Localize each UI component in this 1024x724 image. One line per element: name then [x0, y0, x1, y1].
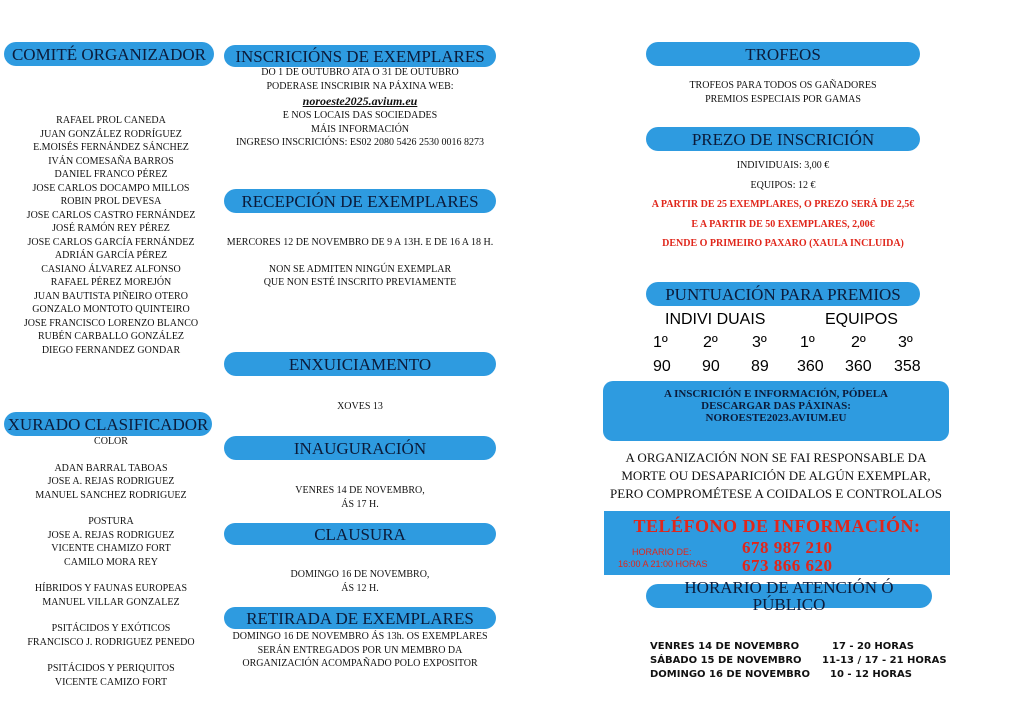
- telefono-title: TELÉFONO DE INFORMACIÓN:: [633, 516, 921, 536]
- xurado-list: [4, 435, 218, 689]
- prezo-title: PREZO DE INSCRICIÓN: [691, 129, 875, 149]
- judge-name: CAMILO MORA REY: [64, 556, 158, 568]
- atencion-hours: 10 - 12 HORAS: [830, 669, 912, 680]
- member-name: ADRIÁN GARCÍA PÉREZ: [54, 250, 168, 261]
- judge-name: MANUEL SANCHEZ RODRIGUEZ: [35, 489, 187, 501]
- retirada-line: ORGANIZACIÓN ACOMPAÑADO POLO EXPOSITOR: [242, 658, 478, 669]
- prezo-individuais: INDIVIDUAIS: 3,00 €: [736, 160, 830, 171]
- judge-name: VICENTE CHAMIZO FORT: [51, 543, 171, 554]
- place-label: 2º: [703, 334, 718, 351]
- recepcion-header: [224, 189, 496, 213]
- place-label: 3º: [752, 334, 767, 351]
- inscricions-info: MÁIS INFORMACIÓN: [310, 123, 410, 135]
- member-name: IVÁN COMESAÑA BARROS: [48, 155, 174, 167]
- recepcion-title: RECEPCIÓN DE EXEMPLARES: [241, 191, 479, 211]
- score-value: 358: [894, 358, 921, 375]
- member-name: JOSÉ RAMÓN REY PÉREZ: [52, 223, 170, 234]
- clausura-body: [222, 568, 498, 595]
- score-value: 90: [702, 358, 720, 375]
- atencion-hours: 11-13 / 17 - 21 HORAS: [822, 655, 947, 666]
- judge-name: JOSE A. REJAS RODRIGUEZ: [47, 529, 175, 541]
- comite-members: [4, 114, 218, 357]
- retirada-line: SERÁN ENTREGADOS POR UN MEMBRO DA: [257, 644, 463, 656]
- recepcion-date: MERCORES 12 DE NOVEMBRO DE 9 A 13H. E DE 16 A 18 H.: [226, 237, 494, 248]
- inscricions-title: INSCRICIÓNS DE EXEMPLARES: [235, 46, 485, 66]
- clausura-date: DOMINGO 16 DE NOVEMBRO,: [290, 569, 430, 580]
- retirada-line: DOMINGO 16 DE NOVEMBRO ÁS 13h. OS EXEMPLARES: [232, 631, 488, 642]
- trofeos-title: TROFEOS: [745, 44, 821, 64]
- score-value: 360: [797, 358, 824, 375]
- member-name: GONZALO MONTOTO QUINTEIRO: [32, 304, 190, 315]
- atencion-hours: 17 - 20 HORAS: [832, 641, 914, 652]
- member-name: E.MOISÉS FERNÁNDEZ SÁNCHEZ: [33, 142, 189, 153]
- member-name: JOSE CARLOS GARCÍA FERNÁNDEZ: [27, 236, 195, 248]
- place-label: 3º: [898, 334, 913, 351]
- clausura-time: ÁS 12 H.: [341, 582, 379, 594]
- inauguracion-body: [222, 484, 498, 511]
- member-name: CASIANO ÁLVAREZ ALFONSO: [41, 263, 181, 275]
- score-value: 89: [751, 358, 769, 375]
- recepcion-body: [218, 236, 502, 290]
- judge-name: VICENTE CAMIZO FORT: [54, 676, 168, 688]
- phone-number[interactable]: 678 987 210: [742, 538, 833, 557]
- group-label: PSITÁCIDOS Y EXÓTICOS: [51, 623, 171, 634]
- inscricions-web-link[interactable]: noroeste2025.avium.eu: [302, 94, 418, 108]
- prezo-descuento-25: A PARTIR DE 25 EXEMPLARES, O PREZO SERÁ DE 2,5€: [651, 199, 915, 210]
- equipos-label: EQUIPOS: [825, 311, 898, 328]
- individuais-label: INDIVI DUAIS: [665, 311, 766, 328]
- aviso-body: [596, 449, 956, 503]
- horario-label: HORARIO DE:: [632, 547, 692, 557]
- clausura-title: CLAUSURA: [314, 524, 406, 544]
- inauguracion-title: INAUGURACIÓN: [293, 438, 427, 458]
- inscricions-locais: E NOS LOCAIS DAS SOCIEDADES: [282, 110, 438, 121]
- retirada-body: [218, 630, 502, 671]
- retirada-header: [224, 607, 496, 629]
- aviso-line: MORTE OU DESAPARICIÓN DE ALGÚN EXEMPLAR,: [621, 468, 931, 483]
- prezo-nota: DENDE O PRIMEIRO PAXARO (XAULA INCLUIDA): [662, 238, 904, 249]
- inscricions-web-intro: PODERASE INSCRIBIR NA PÁXINA WEB:: [266, 80, 454, 92]
- place-label: 1º: [800, 334, 815, 351]
- trofeos-line: PREMIOS ESPECIAIS POR GAMAS: [705, 93, 861, 105]
- aviso-line: A ORGANIZACIÓN NON SE FAI RESPONSABLE DA: [625, 450, 927, 465]
- judge-name: MANUEL VILLAR GONZALEZ: [42, 596, 180, 608]
- member-name: RUBÉN CARBALLO GONZÁLEZ: [37, 331, 185, 342]
- atencion-day: VENRES 14 DE NOVEMBRO: [650, 641, 800, 652]
- enxuiciamento-date: XOVES 13: [337, 401, 383, 412]
- trofeos-body: [640, 79, 926, 106]
- clausura-header: [224, 523, 496, 545]
- descarga-line: A INSCRICIÓN E INFORMACIÓN, PÓDELA: [664, 388, 888, 400]
- member-name: RAFAEL PROL CANEDA: [56, 115, 166, 126]
- descarga-url[interactable]: NOROESTE2023.AVIUM.EU: [705, 412, 847, 424]
- puntuacion-title: PUNTUACIÓN PARA PREMIOS: [665, 284, 901, 304]
- aviso-line: PERO COMPROMÉTESE A COIDALOS E CONTROLALOS: [610, 486, 942, 501]
- score-value: 90: [653, 358, 671, 375]
- recepcion-note-2: QUE NON ESTÉ INSCRITO PREVIAMENTE: [263, 277, 457, 288]
- place-label: 2º: [851, 334, 866, 351]
- atencion-title: HORARIO DE ATENCIÓN Ó PÚBLICO: [684, 578, 894, 614]
- member-name: JOSE CARLOS DOCAMPO MILLOS: [32, 182, 190, 194]
- member-name: ROBIN PROL DEVESA: [60, 196, 162, 207]
- member-name: JOSE FRANCISCO LORENZO BLANCO: [23, 317, 199, 329]
- member-name: RAFAEL PÉREZ MOREJÓN: [50, 277, 172, 288]
- descarga-body: [603, 388, 949, 424]
- phone-number[interactable]: 673 866 620: [742, 556, 833, 575]
- member-name: JOSE CARLOS CASTRO FERNÁNDEZ: [26, 209, 196, 221]
- score-value: 360: [845, 358, 872, 375]
- member-name: DANIEL FRANCO PÉREZ: [54, 169, 168, 180]
- inscricions-iban: INGRESO INSCRICIÓNS: ES02 2080 5426 2530 0016 8273: [235, 137, 485, 148]
- comite-title: COMITÉ ORGANIZADOR: [11, 44, 207, 64]
- member-name: DIEGO FERNANDEZ GONDAR: [41, 344, 181, 356]
- member-name: JUAN BAUTISTA PIÑEIRO OTERO: [34, 290, 188, 302]
- trofeos-header: [646, 42, 920, 66]
- judge-name: FRANCISCO J. RODRIGUEZ PENEDO: [27, 636, 195, 648]
- prezo-body: [630, 156, 936, 254]
- xurado-title: XURADO CLASIFICADOR: [7, 414, 209, 434]
- place-label: 1º: [653, 334, 668, 351]
- enxuiciamento-header: [224, 352, 496, 376]
- inscricions-dates: DO 1 DE OUTUBRO ATA O 31 DE OUTUBRO: [261, 67, 459, 78]
- enxuiciamento-title: ENXUICIAMENTO: [288, 354, 432, 374]
- inscricions-body: [222, 66, 498, 150]
- prezo-descuento-50: E A PARTIR DE 50 EXEMPLARES, 2,00€: [691, 218, 875, 230]
- member-name: JUAN GONZÁLEZ RODRÍGUEZ: [40, 128, 182, 140]
- group-label: POSTURA: [88, 516, 134, 527]
- judge-name: ADAN BARRAL TABOAS: [54, 462, 168, 474]
- atencion-day: DOMINGO 16 DE NOVEMBRO: [650, 669, 810, 680]
- trofeos-line: TROFEOS PARA TODOS OS GAÑADORES: [689, 80, 877, 91]
- prezo-header: [646, 127, 920, 151]
- puntuacion-header: [646, 282, 920, 306]
- retirada-title: RETIRADA DE EXEMPLARES: [246, 608, 474, 628]
- group-label: COLOR: [94, 436, 128, 447]
- inauguracion-date: VENRES 14 DE NOVEMBRO,: [295, 485, 425, 496]
- prezo-equipos: EQUIPOS: 12 €: [750, 179, 816, 191]
- atencion-day: SÁBADO 15 DE NOVEMBRO: [650, 655, 802, 666]
- xurado-header: [4, 412, 212, 436]
- horario-value: 16:00 A 21:00 HORAS: [618, 559, 708, 569]
- descarga-line: DESCARGAR DAS PÁXINAS:: [701, 400, 851, 412]
- inscricions-header: [224, 45, 496, 67]
- inauguracion-time: ÁS 17 H.: [341, 498, 379, 510]
- group-label: PSITÁCIDOS Y PERIQUITOS: [47, 663, 175, 674]
- recepcion-note-1: NON SE ADMITEN NINGÚN EXEMPLAR: [268, 263, 452, 275]
- judge-name: JOSE A. REJAS RODRIGUEZ: [47, 476, 175, 487]
- atencion-header: [646, 578, 932, 614]
- comite-header: [4, 42, 214, 66]
- group-label: HÍBRIDOS Y FAUNAS EUROPEAS: [34, 583, 188, 594]
- inauguracion-header: [224, 436, 496, 460]
